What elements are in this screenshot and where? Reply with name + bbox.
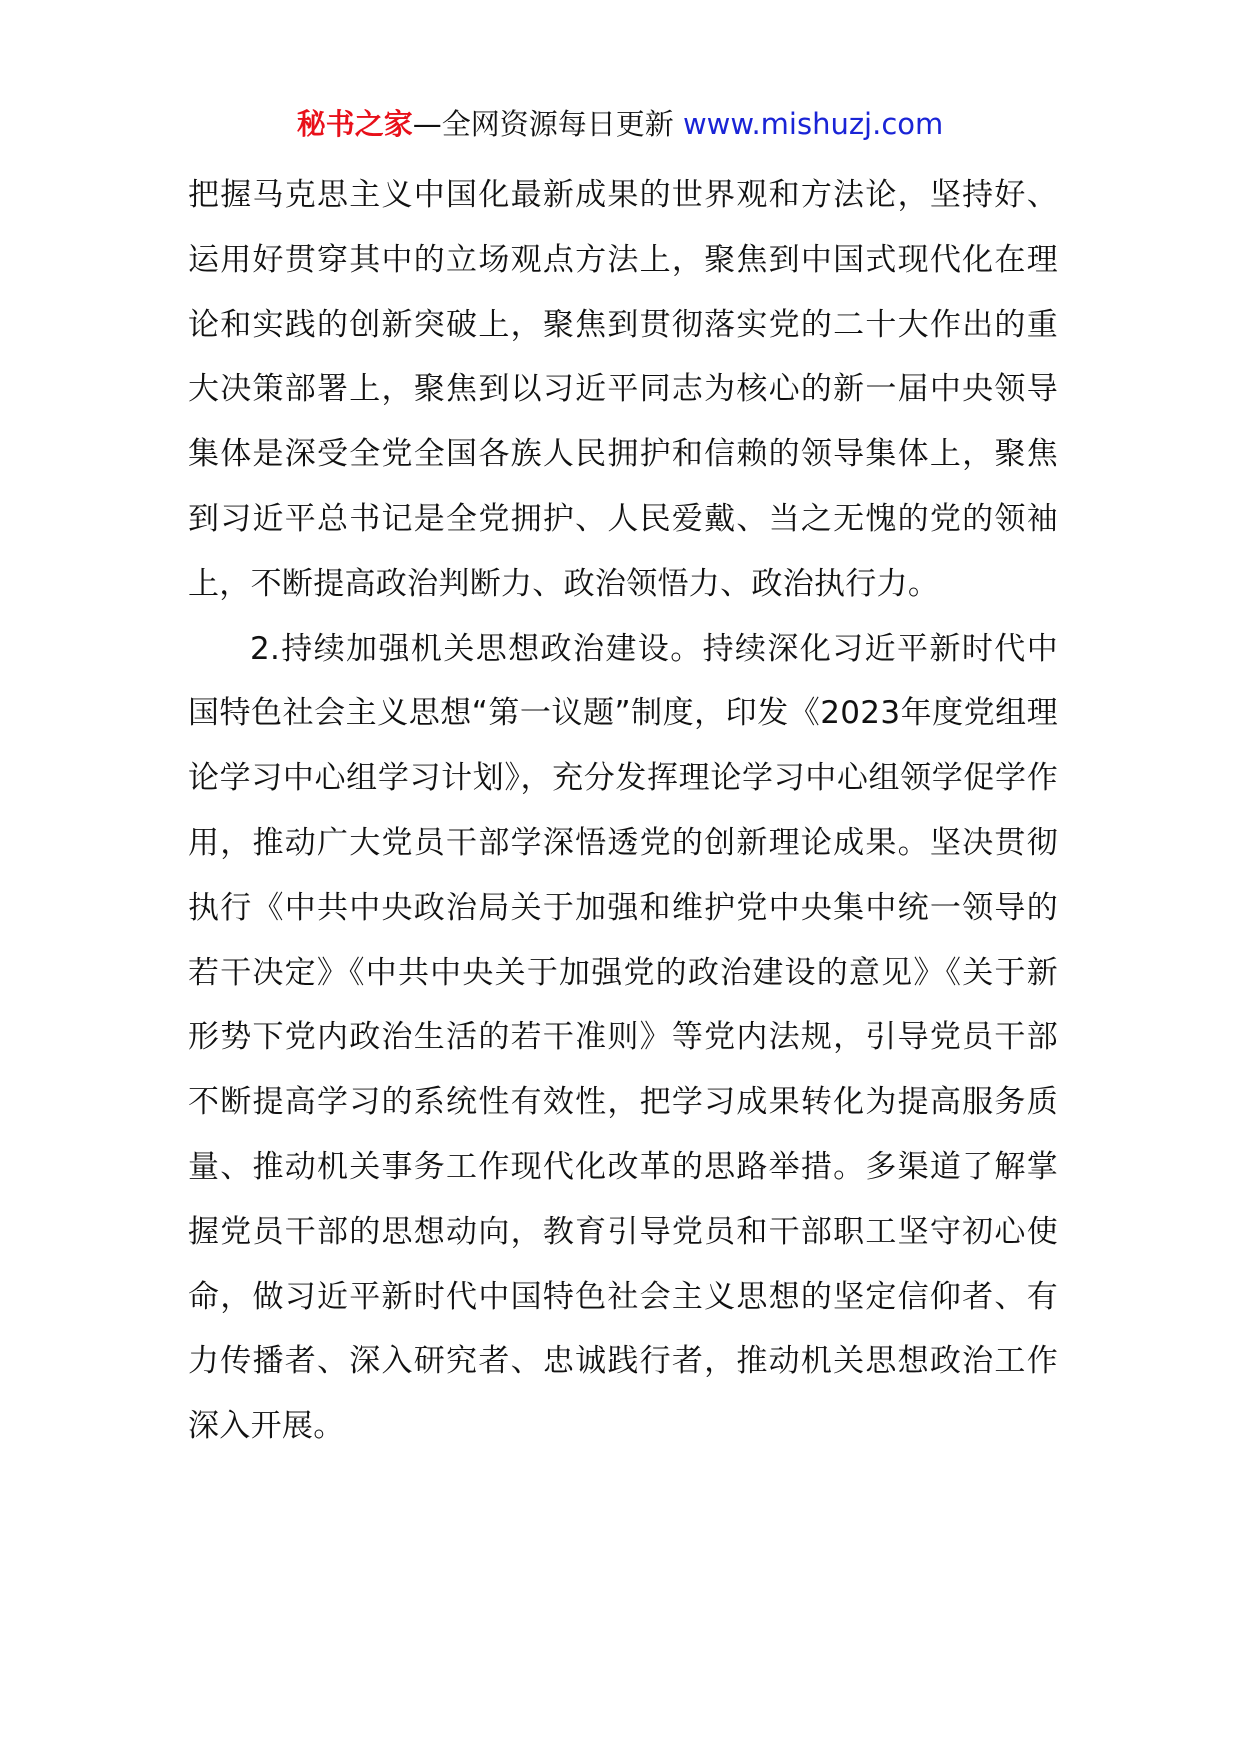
header-url-link[interactable]: www.mishuzj.com (682, 107, 944, 141)
header-brand: 秘书之家 (296, 107, 413, 141)
header-tagline: —全网资源每日更新 (412, 107, 674, 141)
paragraph: 把握马克思主义中国化最新成果的世界观和方法论，坚持好、运用好贯穿其中的立场观点方法上，聚焦到中国式现代化在理论和实践的创新突破上，聚焦到贯彻落实党的二十大作出的重大决策部署上，聚焦到以习近平同志为核心的新一届中央领导集体是深受全党全国各族人民拥护和信赖的领导集体上，聚焦到习近平总书记是全党拥护、人民爱戴、当之无愧的党的领袖上，不断提高政治判断力、政治领悟力、政治执行力。 (188, 177, 1058, 602)
paragraph-item-2: 2.持续加强机关思想政治建设。持续深化习近平新时代中国特色社会主义思想“第一议题”制度，印发《2023年度党组理论学习中心组学习计划》，充分发挥理论学习中心组领学促学作用，推动广大党员干部学深悟透党的创新理论成果。坚决贯彻执行《中共中央政治局关于加强和维护党中央集中统一领导的若干决定》《中共中央关于加强党的政治建设的意见》《关于新形势下党内政治生活的若干准则》等党内法规，引导党员干部不断提高学习的系统性有效性，把学习成果转化为提高服务质量、推动机关事务工作现代化改革的思路举措。多渠道了解掌握党员干部的思想动向，教育引导党员和干部职工坚守初心使命，做习近平新时代中国特色社会主义思想的坚定信仰者、有力传播者、深入研究者、忠诚践行者，推动机关思想政治工作深入开展。 (188, 630, 1058, 1445)
page-header (0, 104, 1240, 144)
document-body (188, 163, 1058, 1459)
